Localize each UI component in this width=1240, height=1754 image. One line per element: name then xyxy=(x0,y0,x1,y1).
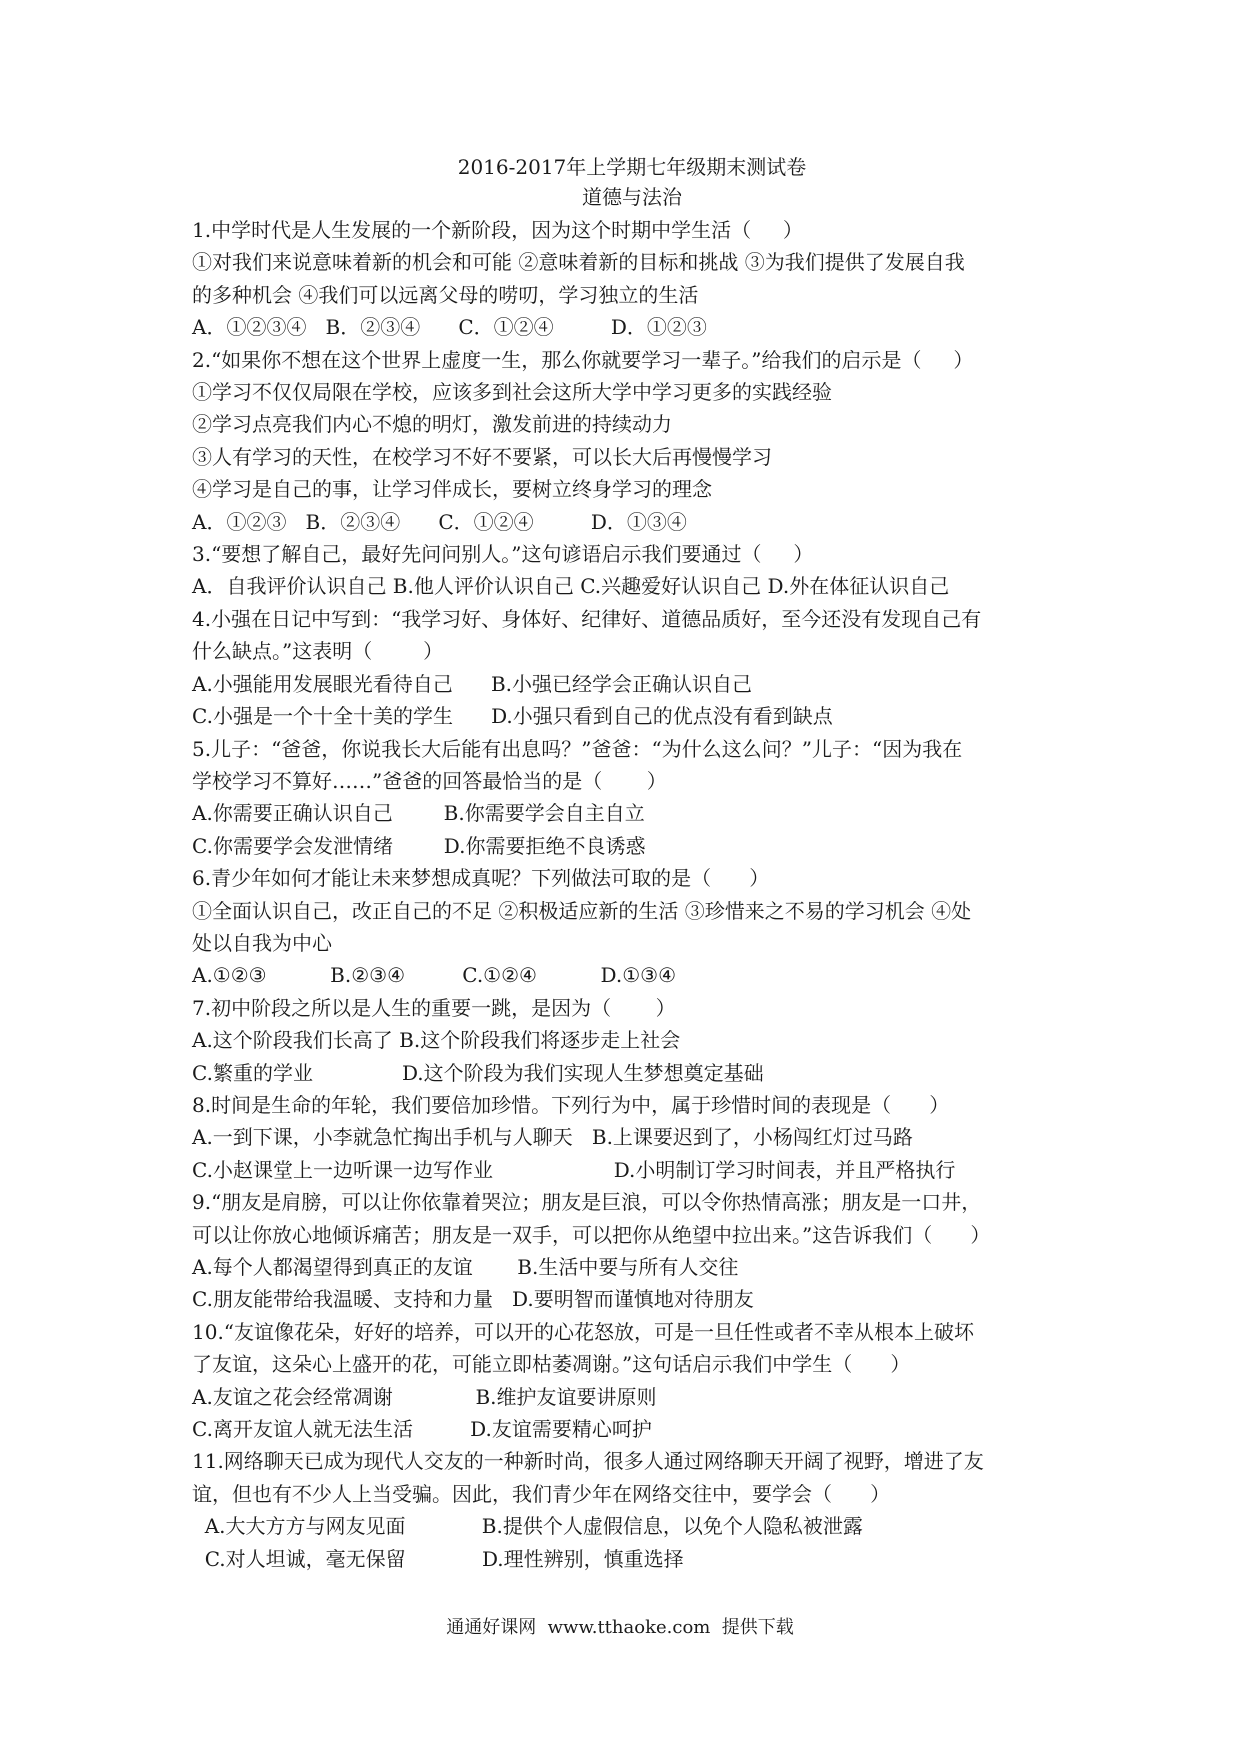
exam-line: A.①②③ B.②③④ C.①②④ D.①③④ xyxy=(192,963,677,988)
exam-line: 的多种机会 ④我们可以远离父母的唠叨，学习独立的生活 xyxy=(192,282,699,307)
exam-line: ①对我们来说意味着新的机会和可能 ②意味着新的目标和挑战 ③为我们提供了发展自我 xyxy=(192,250,965,275)
exam-title: 2016-2017年上学期七年级期末测试卷 xyxy=(457,155,807,179)
exam-line: A.小强能用发展眼光看待自己 B.小强已经学会正确认识自己 xyxy=(192,671,752,696)
exam-line: C.朋友能带给我温暖、支持和力量 D.要明智而谨慎地对待朋友 xyxy=(192,1287,754,1312)
exam-line: 4.小强在日记中写到：“我学习好、身体好、纪律好、道德品质好，至今还没有发现自己有 xyxy=(192,606,982,631)
footer-credit: 通通好课网 www.tthaoke.com 提供下载 xyxy=(446,1617,794,1638)
exam-line: A.你需要正确认识自己 B.你需要学会自主自立 xyxy=(192,801,645,826)
exam-subject: 道德与法治 xyxy=(582,185,682,209)
exam-line: A.友谊之花会经常凋谢 B.维护友谊要讲原则 xyxy=(192,1384,657,1409)
exam-line: 5.儿子：“爸爸，你说我长大后能有出息吗？”爸爸：“为什么这么问？”儿子：“因为我在 xyxy=(192,736,963,761)
exam-line: 10.“友谊像花朵，好好的培养，可以开的心花怒放，可是一旦任性或者不幸从根本上破坏 xyxy=(192,1319,975,1344)
exam-line: A.每个人都渴望得到真正的友谊 B.生活中要与所有人交往 xyxy=(192,1255,739,1279)
exam-line: 3.“要想了解自己，最好先问问别人。”这句谚语启示我们要通过（ ） xyxy=(192,542,814,567)
exam-line: 1.中学时代是人生发展的一个新阶段，因为这个时期中学生活（ ） xyxy=(192,218,803,242)
exam-line: C.繁重的学业 D.这个阶段为我们实现人生梦想奠定基础 xyxy=(192,1060,764,1085)
exam-line: C.小强是一个十全十美的学生 D.小强只看到自己的优点没有看到缺点 xyxy=(192,704,833,729)
exam-line: A．①②③④ B．②③④ C．①②④ D．①②③ xyxy=(192,315,707,340)
exam-content xyxy=(192,152,1072,1575)
exam-line: A．①②③ B．②③④ C．①②④ D．①③④ xyxy=(192,509,687,534)
exam-line: 什么缺点。”这表明（ ） xyxy=(192,639,444,664)
exam-line: 可以让你放心地倾诉痛苦；朋友是一双手，可以把你从绝望中拉出来。”这告诉我们（ ） xyxy=(192,1222,991,1247)
exam-line: A.这个阶段我们长高了 B.这个阶段我们将逐步走上社会 xyxy=(192,1028,681,1053)
exam-line: C.对人坦诚，毫无保留 D.理性辨别，慎重选择 xyxy=(192,1546,684,1571)
exam-line: C.离开友谊人就无法生活 D.友谊需要精心呵护 xyxy=(192,1417,652,1442)
exam-line: ④学习是自己的事，让学习伴成长，要树立终身学习的理念 xyxy=(192,477,712,502)
exam-line: C.你需要学会发泄情绪 D.你需要拒绝不良诱惑 xyxy=(192,833,646,858)
exam-line: A.一到下课，小李就急忙掏出手机与人聊天 B.上课要迟到了，小杨闯红灯过马路 xyxy=(192,1125,913,1150)
exam-line: A．自我评价认识自己 B.他人评价认识自己 C.兴趣爱好认识自己 D.外在体征认识自己 xyxy=(192,574,950,599)
exam-line: A.大大方方与网友见面 B.提供个人虚假信息，以免个人隐私被泄露 xyxy=(192,1514,863,1539)
exam-line: 处以自我为中心 xyxy=(192,930,332,955)
exam-line: 11.网络聊天已成为现代人交友的一种新时尚，很多人通过网络聊天开阔了视野，增进了友 xyxy=(192,1449,984,1474)
exam-line: C.小赵课堂上一边听课一边写作业 D.小明制订学习时间表，并且严格执行 xyxy=(192,1157,956,1182)
exam-line: 谊，但也有不少人上当受骗。因此，我们青少年在网络交往中，要学会（ ） xyxy=(192,1481,891,1506)
exam-line: 8.时间是生命的年轮，我们要倍加珍惜。下列行为中，属于珍惜时间的表现是（ ） xyxy=(192,1092,950,1117)
exam-line: 学校学习不算好……”爸爸的回答最恰当的是（ ） xyxy=(192,768,667,793)
exam-line: 7.初中阶段之所以是人生的重要一跳，是因为（ ） xyxy=(192,995,676,1020)
question-list xyxy=(192,214,1072,1575)
exam-line: 2.“如果你不想在这个世界上虚度一生，那么你就要学习一辈子。”给我们的启示是（ ） xyxy=(192,347,974,372)
exam-line: ②学习点亮我们内心不熄的明灯，激发前进的持续动力 xyxy=(192,412,672,437)
exam-line: ①全面认识自己，改正自己的不足 ②积极适应新的生活 ③珍惜来之不易的学习机会 ④处 xyxy=(192,898,972,923)
exam-line: 6.青少年如何才能让未来梦想成真呢？下列做法可取的是（ ） xyxy=(192,866,770,891)
exam-line: ①学习不仅仅局限在学校，应该多到社会这所大学中学习更多的实践经验 xyxy=(192,380,832,405)
exam-line: ③人有学习的天性，在校学习不好不要紧，可以长大后再慢慢学习 xyxy=(192,444,772,469)
exam-line: 了友谊，这朵心上盛开的花，可能立即枯萎凋谢。”这句话启示我们中学生（ ） xyxy=(192,1352,911,1377)
exam-line: 9.“朋友是肩膀，可以让你依靠着哭泣；朋友是巨浪，可以令你热情高涨；朋友是一口井， xyxy=(192,1190,982,1215)
